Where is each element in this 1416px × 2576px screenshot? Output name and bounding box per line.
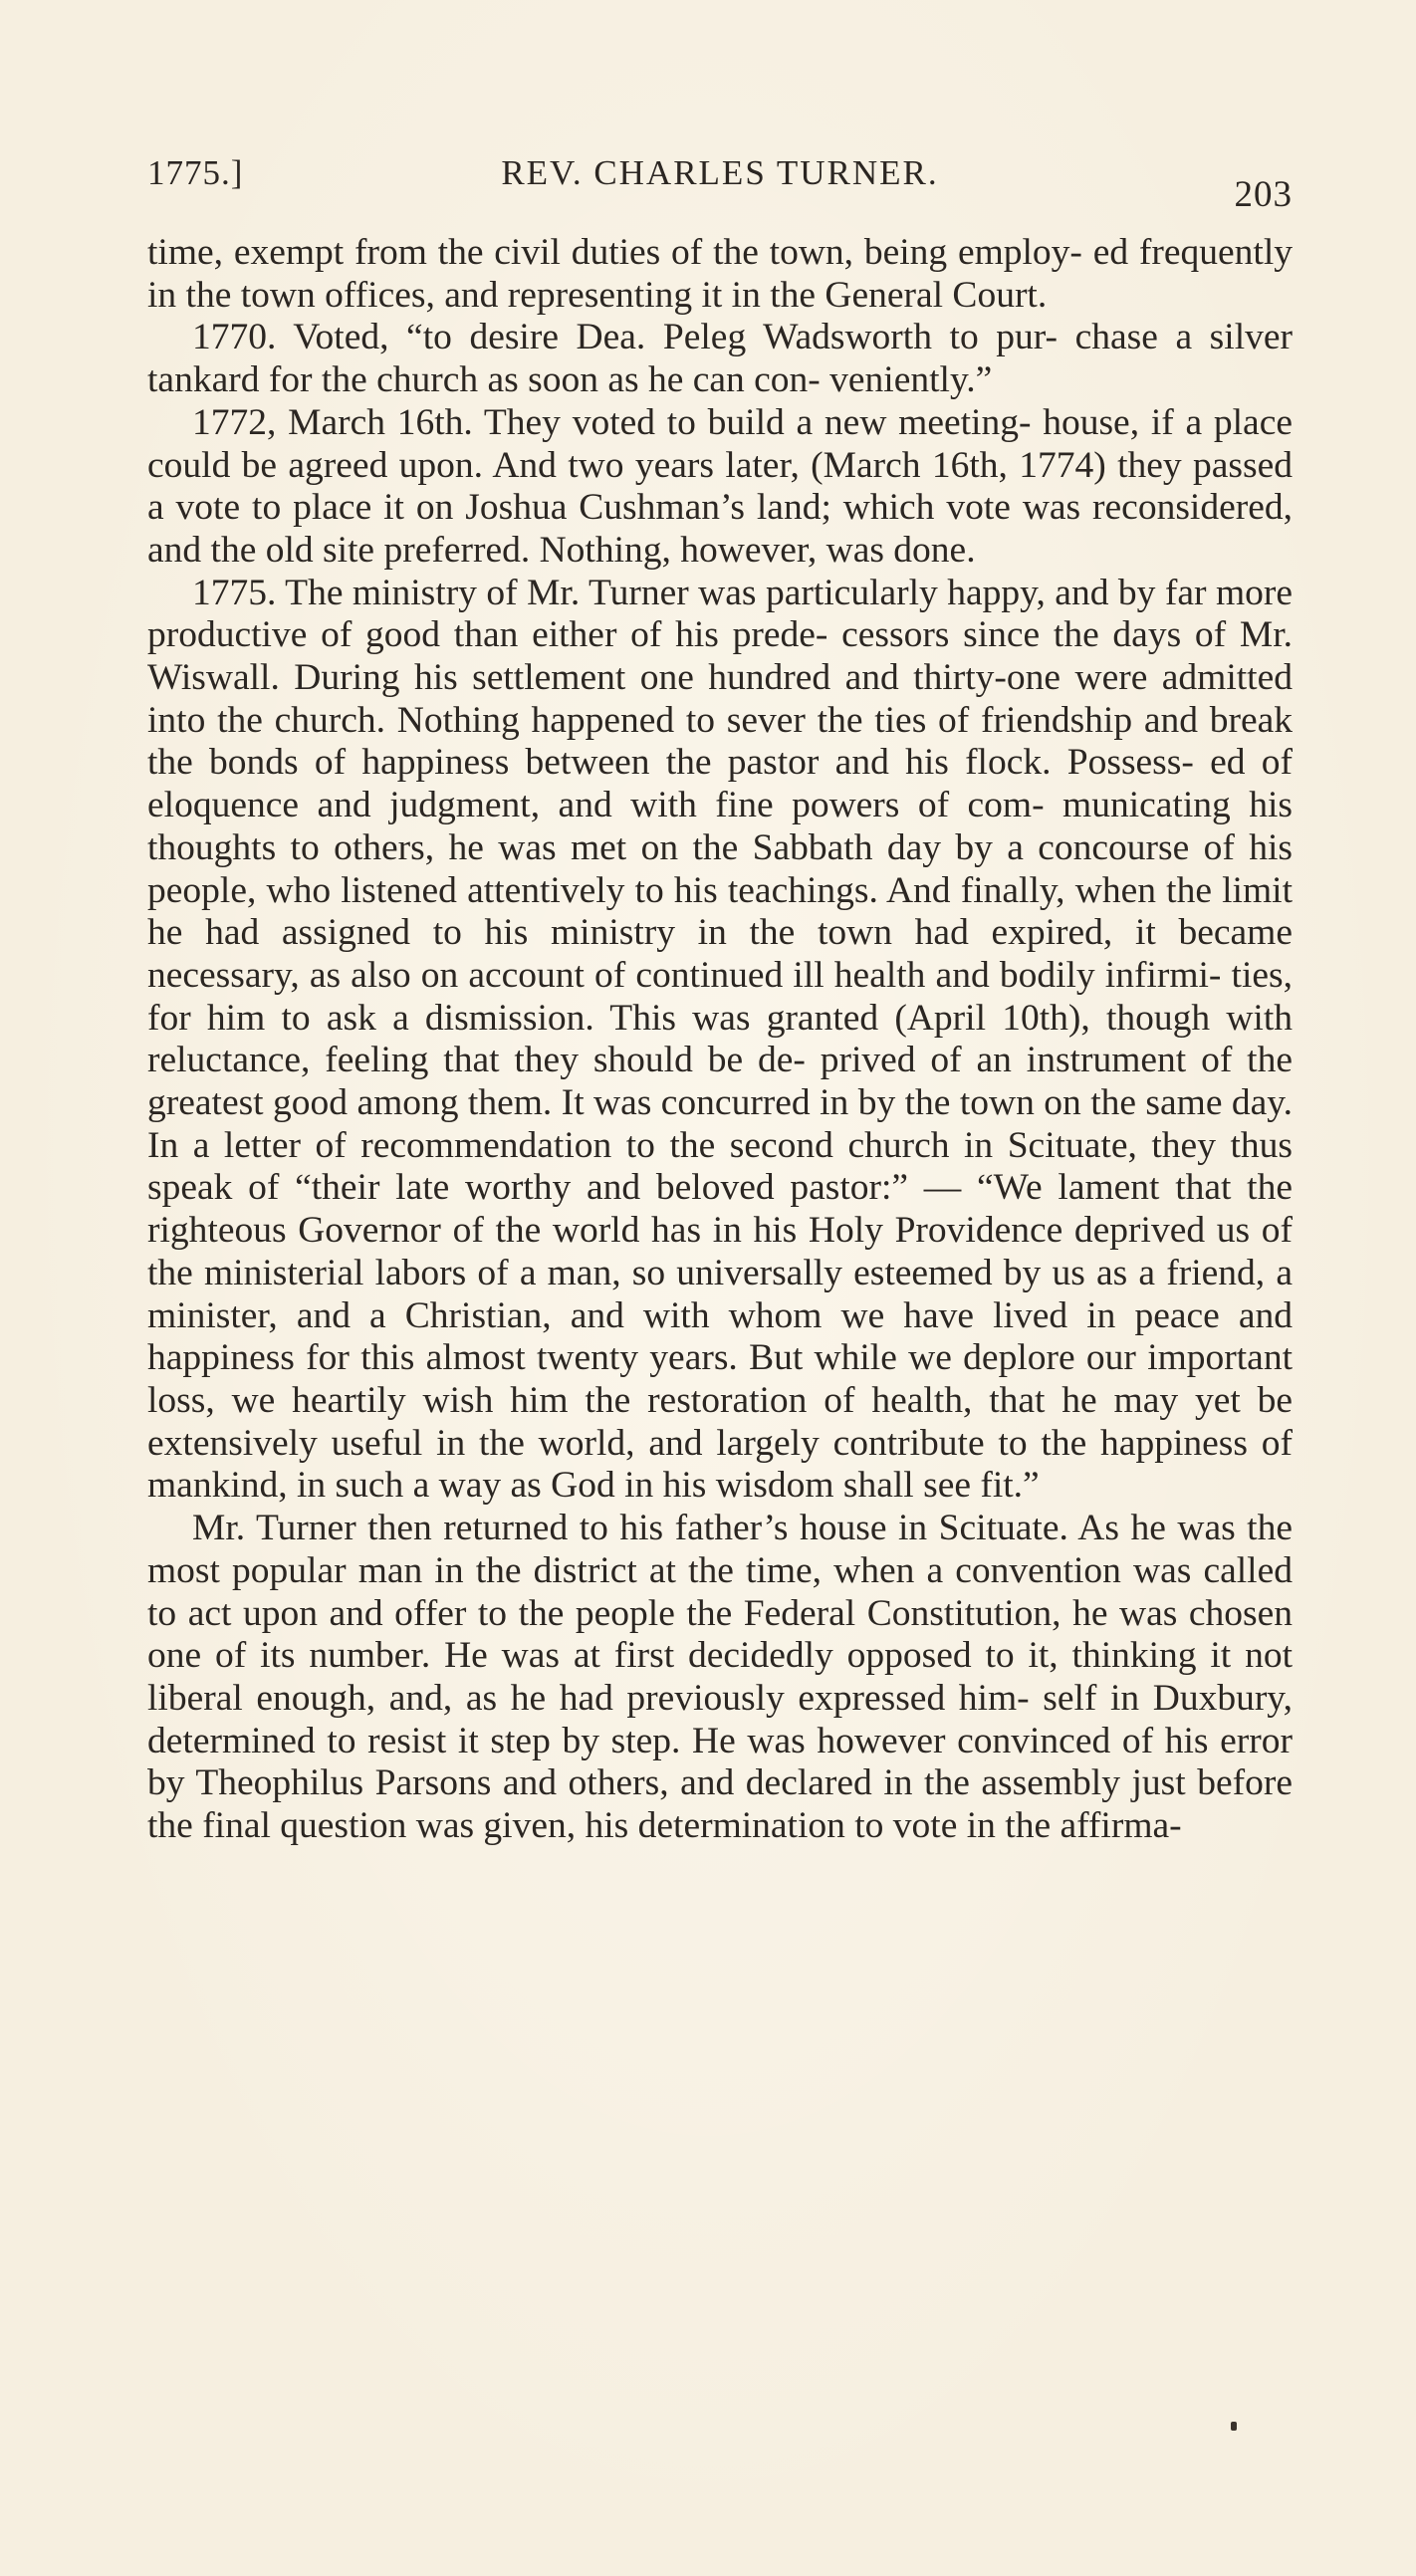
ink-speck [1231, 2422, 1237, 2431]
running-head-year: 1775.] [147, 153, 244, 192]
running-head [147, 149, 1293, 215]
paragraph-1775: 1775. The ministry of Mr. Turner was particularly happy, and by far more productive of good than either of his prede- cessors since the days of Mr. Wiswall. During his settlement one hundred and thirty-one were admitted into the church. Nothing happened to sever the ties of friendship and break the bonds of happiness between the pastor and his flock. Possess- ed of eloquence and judgment, and with fine powers of com- municating his thoughts to others, he was met on the Sabbath day by a concourse of his people, who listened attentively to his teachings. And finally, when the limit he had assigned to his ministry in the town had expired, it became necessary, as also on account of continued ill health and bodily infirmi- ties, for him to ask a dismission. This was granted (April 10th), though with reluctance, feeling that they should be de- prived of an instrument of the greatest good among them. It was concurred in by the town on the same day. In a letter of recommendation to the second church in Scituate, they thus speak of “their late worthy and beloved pastor:” — “We lament that the righteous Governor of the world has in his Holy Providence deprived us of the ministerial labors of a man, so universally esteemed by us as a friend, a minister, and a Christian, and with whom we have lived in peace and happiness for this almost twenty years. But while we deplore our important loss, we heartily wish him the restoration of health, that he may yet be extensively useful in the world, and largely contribute to the happiness of mankind, in such a way as God in his wisdom shall see fit.” [147, 572, 1293, 1507]
paragraph-1772: 1772, March 16th. They voted to build a new meeting- house, if a place could be agreed upon. And two years later, (March 16th, 1774) they passed a vote to place it on Joshua Cushman’s land; which vote was reconsidered, and the old site preferred. Nothing, however, was done. [147, 401, 1293, 571]
paragraph-continued: time, exempt from the civil duties of the town, being employ- ed frequently in the town offices, and representing it in the General Court. [147, 232, 1293, 316]
body-text [147, 232, 1293, 1848]
page-number: 203 [1234, 174, 1293, 215]
paragraph-mr-turner: Mr. Turner then returned to his father’s house in Scituate. As he was the most popular man in the district at the time, when a convention was called to act upon and offer to the people the Federal Constitution, he was chosen one of its number. He was at first decidedly opposed to it, thinking it not liberal enough, and, as he had previously expressed him- self in Duxbury, determined to resist it step by step. He was however convinced of his error by Theophilus Parsons and others, and declared in the assembly just before the final question was given, his determination to vote in the affirma- [147, 1508, 1293, 1847]
running-head-title: REV. CHARLES TURNER. [501, 153, 939, 192]
paragraph-1770: 1770. Voted, “to desire Dea. Peleg Wadsworth to pur- chase a silver tankard for the church as soon as he can con- veniently.” [147, 317, 1293, 401]
